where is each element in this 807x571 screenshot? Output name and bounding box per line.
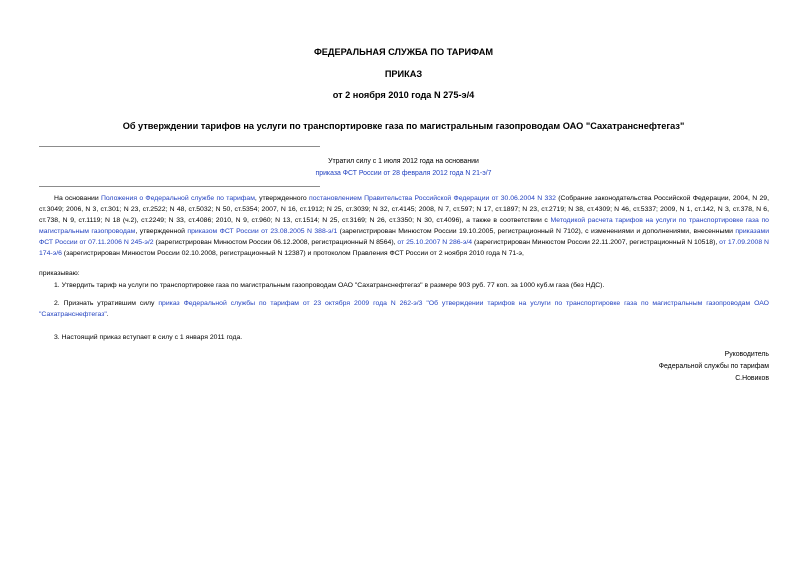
order-item-1: 1. Утвердить тариф на услуги по транспортировке газа по магистральным газопроводам ОАО "Сахатранснефтегаз" в размере 903 руб. 77 коп. за 1000 куб.м газа (без НДС). xyxy=(54,282,605,289)
order-item-3: 3. Настоящий приказ вступает в силу с 1 января 2011 года. xyxy=(54,334,243,341)
signature-position: Руководитель xyxy=(724,351,769,358)
link-tariff-methodology[interactable]: Методикой расчета тарифов на услуги по транспортировке газа по магистральным газопроводам xyxy=(39,217,769,236)
basis-text-4: , утвержденной xyxy=(135,228,188,236)
document-title: Об утверждении тарифов на услуги по транспортировке газа по магистральным газопроводам ОАО "Сахатранснефтегаз" xyxy=(122,121,685,131)
status-note-text: Утратил силу с 1 июля 2012 года на основании xyxy=(328,158,479,165)
signature-organization: Федеральной службы по тарифам xyxy=(658,363,769,370)
link-regulation-fst[interactable]: Положения о Федеральной службе по тарифам xyxy=(100,195,255,202)
divider-top xyxy=(39,146,320,147)
document-type: ПРИКАЗ xyxy=(384,69,423,79)
document-date-number: от 2 ноября 2010 года N 275-э/4 xyxy=(332,90,475,100)
status-note-link[interactable]: приказа ФСТ России от 28 февраля 2012 года N 21-э/7 xyxy=(315,170,492,177)
link-order-174[interactable]: от 17.09.2008 N 174-э/6 xyxy=(39,239,769,258)
link-order-286[interactable]: от 25.10.2007 N 286-э/4 xyxy=(397,239,473,247)
order-word: приказываю: xyxy=(39,270,80,277)
basis-paragraph xyxy=(39,193,769,260)
basis-text-8: (зарегистрирован Минюстом России 02.10.2008, регистрационный N 12387) и протоколом Правления ФСТ России от 2 ноября 2010 года N 71-э, xyxy=(61,250,524,258)
link-order-388[interactable]: приказом ФСТ России от 23.08.2005 N 388-э/1 xyxy=(187,228,338,236)
basis-text-7: (зарегистрирован Минюстом России 22.11.2007, регистрационный N 10518), xyxy=(472,239,720,247)
order-item-2-text: 2. Признать утратившим силу xyxy=(54,300,159,307)
basis-text-1: На основании xyxy=(54,195,101,202)
agency-name: ФЕДЕРАЛЬНАЯ СЛУЖБА ПО ТАРИФАМ xyxy=(313,47,494,57)
basis-text-3: (Собрание законодательства Российской Федерации, 2004, N 29, ст.3049; 2006, N 3, ст.301; N 23, ст.2522; N 48, ст.5032; N 50, ст.5354; 2007, N 16, ст.1912; N 25, ст.3039; N 32, ст.4145; 2008, N 7, ст.597; N 17, ст.1897; N 23, ст.2719; N 38, ст.4309; N 46, ст.5337; 2009, N 1, ст.142, N 3, ст.378, N 6, ст.738, N 9, ст.1119; N 18 (ч.2), ст.2249; N 33, ст.4086; 2010, N 9, ст.960; N 13, ст.1514; N 25, ст.3169; N 26, ст.3350; N 30, ст.4096), а также в соответствии с xyxy=(39,195,770,225)
basis-text-2: , утвержденного xyxy=(254,195,310,202)
signature-name: С.Новиков xyxy=(735,375,769,382)
order-item-2-end: . xyxy=(106,311,109,319)
link-order-262[interactable]: приказ Федеральной службы по тарифам от 23 октября 2009 года N 262-э/3 "Об утверждении тарифов на услуги по транспортировке газа по магистральным газопроводам ОАО "Сахатранснефтегаз" xyxy=(39,300,769,319)
divider-bottom xyxy=(39,186,320,187)
basis-text-5: (зарегистрирован Минюстом России 19.10.2005, регистрационный N 7102), с изменениями и дополнениями, внесенными xyxy=(337,228,736,236)
status-note-line xyxy=(0,169,807,179)
basis-text-6: (зарегистрирован Минюстом России 06.12.2008, регистрационный N 8564), xyxy=(153,239,398,247)
link-government-resolution[interactable]: постановлением Правительства Российской Федерации от 30.06.2004 N 332 xyxy=(309,195,556,202)
order-item-2 xyxy=(39,298,769,320)
link-order-245[interactable]: приказами ФСТ России от 07.11.2006 N 245-э/2 xyxy=(39,228,770,247)
